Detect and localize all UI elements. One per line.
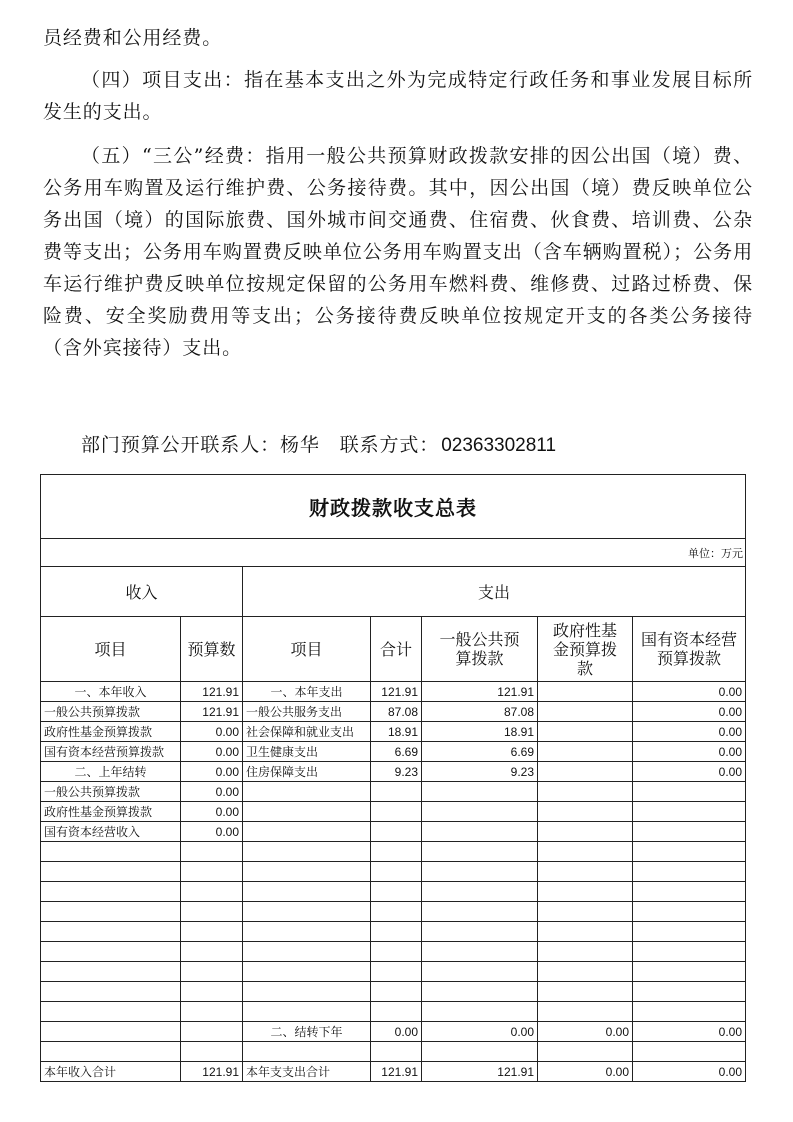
table-cell: 0.00 bbox=[633, 1062, 746, 1082]
table-cell bbox=[371, 822, 422, 842]
table-cell bbox=[538, 982, 633, 1002]
table-row bbox=[41, 1062, 746, 1082]
table-cell bbox=[633, 862, 746, 882]
table-cell: 121.91 bbox=[371, 1062, 422, 1082]
table-cell bbox=[41, 922, 181, 942]
table-cell bbox=[371, 1002, 422, 1022]
table-cell bbox=[538, 842, 633, 862]
table-cell bbox=[633, 902, 746, 922]
table-cell bbox=[422, 782, 538, 802]
table-cell: 0.00 bbox=[538, 1022, 633, 1042]
table-cell bbox=[181, 902, 243, 922]
table-row bbox=[41, 822, 746, 842]
table-cell bbox=[41, 1002, 181, 1022]
table-cell bbox=[181, 842, 243, 862]
table-cell bbox=[422, 922, 538, 942]
table-cell bbox=[371, 842, 422, 862]
table-row bbox=[41, 942, 746, 962]
table-cell: 0.00 bbox=[538, 1062, 633, 1082]
table-row bbox=[41, 702, 746, 722]
column-header: 合计 bbox=[371, 617, 422, 682]
table-cell bbox=[538, 962, 633, 982]
table-row bbox=[41, 842, 746, 862]
table-cell bbox=[371, 962, 422, 982]
table-cell bbox=[243, 862, 371, 882]
table-cell: 0.00 bbox=[181, 822, 243, 842]
column-header: 项目 bbox=[243, 617, 371, 682]
table-cell bbox=[633, 802, 746, 822]
table-cell bbox=[243, 982, 371, 1002]
table-cell: 0.00 bbox=[181, 722, 243, 742]
table-cell: 18.91 bbox=[371, 722, 422, 742]
table-cell: 9.23 bbox=[422, 762, 538, 782]
table-cell bbox=[633, 822, 746, 842]
table-cell: 二、结转下年 bbox=[243, 1022, 371, 1042]
paragraph-project-expense: （四）项目支出：指在基本支出之外为完成特定行政任务和事业发展目标所发生的支出。 bbox=[43, 69, 753, 123]
table-cell bbox=[181, 922, 243, 942]
table-cell bbox=[371, 802, 422, 822]
fiscal-summary-table bbox=[40, 474, 745, 1082]
table-cell bbox=[538, 882, 633, 902]
table-cell bbox=[243, 782, 371, 802]
table-row bbox=[41, 882, 746, 902]
table-cell bbox=[243, 882, 371, 902]
column-header: 项目 bbox=[41, 617, 181, 682]
table-cell bbox=[243, 842, 371, 862]
table-cell: 政府性基金预算拨款 bbox=[41, 722, 181, 742]
table-cell bbox=[41, 962, 181, 982]
table-row bbox=[41, 1042, 746, 1062]
table-cell: 0.00 bbox=[422, 1022, 538, 1042]
table-cell bbox=[371, 882, 422, 902]
table-cell bbox=[243, 822, 371, 842]
table-row bbox=[41, 1002, 746, 1022]
contact-label: 部门预算公开联系人：杨华 联系方式： bbox=[81, 434, 440, 456]
table-cell bbox=[422, 822, 538, 842]
table-cell bbox=[538, 1002, 633, 1022]
table-cell bbox=[371, 902, 422, 922]
table-cell: 0.00 bbox=[181, 782, 243, 802]
table-cell bbox=[41, 862, 181, 882]
table-row bbox=[41, 722, 746, 742]
table-cell bbox=[538, 1042, 633, 1062]
table-cell bbox=[422, 842, 538, 862]
table-row bbox=[41, 922, 746, 942]
table-cell bbox=[41, 942, 181, 962]
table-cell bbox=[371, 782, 422, 802]
table-cell bbox=[538, 782, 633, 802]
table-cell bbox=[181, 1002, 243, 1022]
table-cell bbox=[243, 942, 371, 962]
table-cell: 121.91 bbox=[181, 682, 243, 702]
table-cell: 9.23 bbox=[371, 762, 422, 782]
table-cell bbox=[41, 1042, 181, 1062]
table-cell: 0.00 bbox=[181, 762, 243, 782]
table-cell bbox=[538, 862, 633, 882]
table-row bbox=[41, 802, 746, 822]
table-cell bbox=[422, 902, 538, 922]
table-cell bbox=[181, 982, 243, 1002]
table-cell bbox=[243, 962, 371, 982]
table-cell bbox=[422, 942, 538, 962]
table-cell: 0.00 bbox=[633, 762, 746, 782]
table-cell: 国有资本经营收入 bbox=[41, 822, 181, 842]
table-row bbox=[41, 902, 746, 922]
table-cell bbox=[41, 1022, 181, 1042]
table-cell bbox=[633, 842, 746, 862]
table-cell: 87.08 bbox=[371, 702, 422, 722]
income-header: 收入 bbox=[41, 567, 243, 617]
table-cell bbox=[538, 742, 633, 762]
table-cell bbox=[181, 882, 243, 902]
table-cell: 0.00 bbox=[181, 802, 243, 822]
table-cell bbox=[633, 922, 746, 942]
table-cell: 6.69 bbox=[422, 742, 538, 762]
table-cell bbox=[538, 922, 633, 942]
table-cell bbox=[538, 822, 633, 842]
table-cell bbox=[243, 1042, 371, 1062]
table-row bbox=[41, 862, 746, 882]
table-cell bbox=[243, 922, 371, 942]
table-row bbox=[41, 982, 746, 1002]
table-cell bbox=[538, 722, 633, 742]
table-row bbox=[41, 682, 746, 702]
table-cell bbox=[633, 1042, 746, 1062]
table-cell bbox=[371, 942, 422, 962]
table-cell: 121.91 bbox=[371, 682, 422, 702]
table-row bbox=[41, 782, 746, 802]
table-cell bbox=[633, 982, 746, 1002]
table-cell bbox=[422, 862, 538, 882]
table-row bbox=[41, 1022, 746, 1042]
unit-label: 单位：万元 bbox=[41, 539, 746, 567]
table-cell bbox=[633, 1002, 746, 1022]
column-header: 政府性基金预算拨款 bbox=[538, 617, 633, 682]
contact-phone: 02363302811 bbox=[441, 435, 557, 456]
table-cell: 一、本年支出 bbox=[243, 682, 371, 702]
table-cell bbox=[538, 802, 633, 822]
table-cell: 0.00 bbox=[633, 722, 746, 742]
table-cell: 0.00 bbox=[181, 742, 243, 762]
table-cell: 本年支支出合计 bbox=[243, 1062, 371, 1082]
contact-line bbox=[81, 429, 556, 462]
table-cell bbox=[538, 902, 633, 922]
table-cell bbox=[181, 862, 243, 882]
table-row bbox=[41, 742, 746, 762]
table-cell: 121.91 bbox=[181, 702, 243, 722]
table-cell bbox=[538, 702, 633, 722]
table-cell bbox=[371, 1042, 422, 1062]
table-cell bbox=[371, 982, 422, 1002]
table-cell bbox=[181, 962, 243, 982]
table-cell bbox=[422, 802, 538, 822]
table-cell bbox=[633, 942, 746, 962]
table-cell: 121.91 bbox=[422, 1062, 538, 1082]
table-cell: 社会保障和就业支出 bbox=[243, 722, 371, 742]
table-cell: 121.91 bbox=[181, 1062, 243, 1082]
table-cell bbox=[243, 1002, 371, 1022]
table-cell bbox=[371, 922, 422, 942]
table-cell: 0.00 bbox=[371, 1022, 422, 1042]
table-cell: 一、本年收入 bbox=[41, 682, 181, 702]
table-cell: 18.91 bbox=[422, 722, 538, 742]
table-cell bbox=[422, 962, 538, 982]
table-cell bbox=[41, 982, 181, 1002]
table-cell bbox=[422, 882, 538, 902]
table-cell: 6.69 bbox=[371, 742, 422, 762]
table-cell: 住房保障支出 bbox=[243, 762, 371, 782]
table-cell: 一般公共预算拨款 bbox=[41, 702, 181, 722]
table-cell bbox=[243, 802, 371, 822]
table-cell bbox=[41, 842, 181, 862]
table-cell bbox=[243, 902, 371, 922]
paragraph-three-public-expenses: （五）“三公”经费：指用一般公共预算财政拨款安排的因公出国（境）费、公务用车购置及运行维护费、公务接待费。其中，因公出国（境）费反映单位公务出国（境）的国际旅费、国外城市间交通费、住宿费、伙食费、培训费、公杂费等支出；公务用车购置费反映单位公务用车购置支出（含车辆购置税）；公务用车运行维护费反映单位按规定保留的公务用车燃料费、维修费、过路过桥费、保险费、安全奖励费用等支出；公务接待费反映单位按规定开支的各类公务接待（含外宾接待）支出。 bbox=[43, 145, 753, 359]
table-cell bbox=[422, 982, 538, 1002]
table-cell: 卫生健康支出 bbox=[243, 742, 371, 762]
expense-header: 支出 bbox=[243, 567, 746, 617]
table-cell bbox=[41, 882, 181, 902]
table-cell bbox=[181, 1042, 243, 1062]
table-row bbox=[41, 762, 746, 782]
table-row bbox=[41, 962, 746, 982]
table-cell bbox=[538, 942, 633, 962]
table-cell bbox=[538, 762, 633, 782]
table-cell: 0.00 bbox=[633, 682, 746, 702]
column-header: 预算数 bbox=[181, 617, 243, 682]
table-cell bbox=[633, 882, 746, 902]
table-cell: 一般公共预算拨款 bbox=[41, 782, 181, 802]
table-title: 财政拨款收支总表 bbox=[41, 475, 746, 539]
table-cell: 本年收入合计 bbox=[41, 1062, 181, 1082]
table-cell: 121.91 bbox=[422, 682, 538, 702]
table-cell bbox=[181, 942, 243, 962]
table-cell bbox=[422, 1002, 538, 1022]
table-cell bbox=[41, 902, 181, 922]
table-cell: 0.00 bbox=[633, 702, 746, 722]
table-cell: 一般公共服务支出 bbox=[243, 702, 371, 722]
table-cell bbox=[422, 1042, 538, 1062]
table-cell: 0.00 bbox=[633, 1022, 746, 1042]
table-cell: 二、上年结转 bbox=[41, 762, 181, 782]
table-cell bbox=[181, 1022, 243, 1042]
table-cell bbox=[633, 962, 746, 982]
table-cell bbox=[633, 782, 746, 802]
table-cell: 国有资本经营预算拨款 bbox=[41, 742, 181, 762]
table-cell bbox=[371, 862, 422, 882]
column-header: 国有资本经营预算拨款 bbox=[633, 617, 746, 682]
table-cell: 0.00 bbox=[633, 742, 746, 762]
paragraph-continuation: 员经费和公用经费。 bbox=[43, 27, 223, 49]
table-cell: 87.08 bbox=[422, 702, 538, 722]
column-header: 一般公共预算拨款 bbox=[422, 617, 538, 682]
table-cell bbox=[538, 682, 633, 702]
table-cell: 政府性基金预算拨款 bbox=[41, 802, 181, 822]
